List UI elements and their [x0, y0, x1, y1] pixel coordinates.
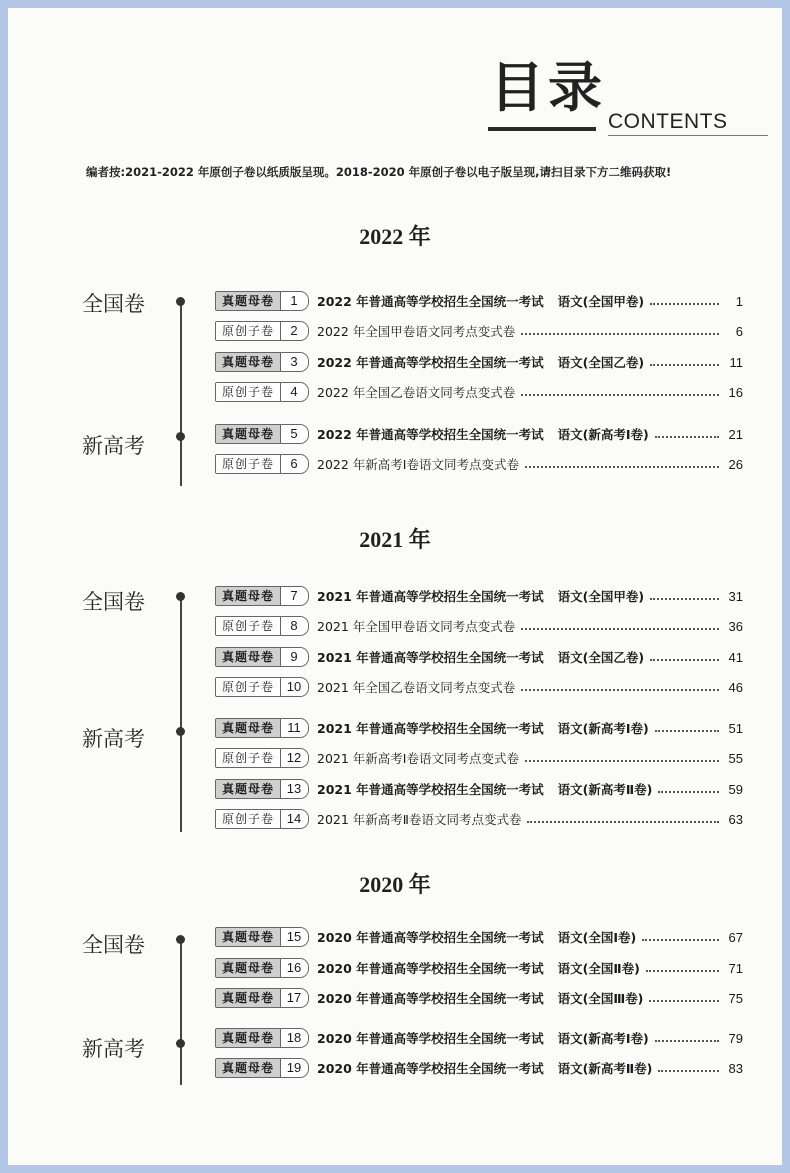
page-number: 21	[728, 426, 743, 442]
paper-kind-label: 真题母卷	[216, 928, 280, 946]
paper-badge	[215, 647, 309, 667]
paper-badge	[215, 779, 309, 799]
toc-header	[488, 52, 770, 142]
entry-title: 2021 年普通高等学校招生全国统一考试	[317, 589, 544, 604]
paper-badge	[215, 586, 309, 606]
page-number: 51	[728, 720, 743, 736]
group-label: 新高考	[82, 727, 145, 751]
page-number: 16	[728, 384, 743, 400]
page-number: 11	[729, 354, 743, 370]
page-number: 79	[728, 1030, 743, 1046]
dot-leader	[521, 689, 719, 691]
toc-entry[interactable]	[215, 423, 743, 445]
toc-entry[interactable]	[215, 381, 743, 403]
page-number: 31	[728, 588, 743, 604]
toc-entry[interactable]	[215, 926, 743, 948]
entry-title: 2022 年全国甲卷语文同考点变式卷	[317, 324, 516, 339]
paper-badge	[215, 718, 309, 738]
entry-title: 2021 年普通高等学校招生全国统一考试	[317, 650, 544, 665]
page-number: 41	[728, 649, 743, 665]
group-label: 全国卷	[82, 590, 145, 614]
paper-kind-label: 原创子卷	[216, 383, 280, 401]
paper-number: 4	[280, 383, 308, 401]
dot-leader	[650, 659, 719, 661]
page-number: 63	[728, 811, 743, 827]
paper-badge	[215, 424, 309, 444]
entry-title: 2022 年普通高等学校招生全国统一考试	[317, 427, 544, 442]
timeline-line	[180, 939, 182, 1085]
year-heading: 2020 年	[359, 872, 431, 897]
paper-number: 1	[280, 292, 308, 310]
dot-leader	[521, 628, 719, 630]
header-rule-thin	[608, 135, 768, 136]
paper-kind-label: 原创子卷	[216, 455, 280, 473]
header-rule-thick	[488, 127, 596, 131]
dot-leader	[527, 821, 719, 823]
page-number: 55	[728, 750, 743, 766]
paper-badge	[215, 677, 309, 697]
page-number: 6	[735, 323, 743, 339]
paper-badge	[215, 321, 309, 341]
paper-kind-label: 原创子卷	[216, 617, 280, 635]
entry-title: 2020 年普通高等学校招生全国统一考试	[317, 1031, 544, 1046]
toc-entry[interactable]	[215, 1027, 743, 1049]
toc-entry[interactable]	[215, 778, 743, 800]
entry-subject: 语文(全国甲卷)	[557, 294, 645, 309]
group-label: 全国卷	[82, 292, 145, 316]
entry-subject: 语文(全国Ⅱ卷)	[557, 961, 640, 976]
entry-subject: 语文(全国甲卷)	[557, 589, 645, 604]
dot-leader	[646, 970, 719, 972]
entry-subject: 语文(新高考Ⅱ卷)	[557, 1061, 653, 1076]
entry-title: 2021 年全国乙卷语文同考点变式卷	[317, 680, 516, 695]
toc-entry[interactable]	[215, 646, 743, 668]
paper-number: 10	[280, 678, 308, 696]
page-number: 26	[728, 456, 743, 472]
paper-badge	[215, 382, 309, 402]
toc-entry[interactable]	[215, 808, 743, 830]
page-number: 67	[728, 929, 743, 945]
entry-subject: 语文(全国Ⅲ卷)	[557, 991, 644, 1006]
timeline-line	[180, 596, 182, 832]
entry-subject: 语文(新高考Ⅰ卷)	[557, 721, 649, 736]
entry-title: 2020 年普通高等学校招生全国统一考试	[317, 1061, 544, 1076]
entry-title: 2022 年普通高等学校招生全国统一考试	[317, 355, 544, 370]
entry-title: 2022 年全国乙卷语文同考点变式卷	[317, 385, 516, 400]
toc-title: 目录	[490, 56, 606, 119]
page-number: 59	[728, 781, 743, 797]
toc-entry[interactable]	[215, 987, 743, 1009]
entry-subject: 语文(全国乙卷)	[557, 355, 645, 370]
paper-number: 16	[280, 959, 308, 977]
paper-badge	[215, 454, 309, 474]
dot-leader	[521, 333, 719, 335]
toc-entry[interactable]	[215, 585, 743, 607]
entry-title: 2021 年全国甲卷语文同考点变式卷	[317, 619, 516, 634]
paper-number: 14	[280, 810, 308, 828]
toc-entry[interactable]	[215, 320, 743, 342]
paper-kind-label: 真题母卷	[216, 959, 280, 977]
dot-leader	[521, 394, 719, 396]
timeline-dot	[176, 935, 185, 944]
entry-title: 2022 年新高考Ⅰ卷语文同考点变式卷	[317, 457, 519, 472]
dot-leader	[655, 730, 719, 732]
paper-badge	[215, 1028, 309, 1048]
paper-badge	[215, 616, 309, 636]
paper-kind-label: 真题母卷	[216, 719, 280, 737]
dot-leader	[655, 436, 719, 438]
toc-entry[interactable]	[215, 676, 743, 698]
group-label: 新高考	[82, 434, 145, 458]
dot-leader	[658, 791, 719, 793]
group-label: 新高考	[82, 1037, 145, 1061]
dot-leader	[650, 364, 719, 366]
timeline-dot	[176, 727, 185, 736]
editor-note: 编者按:2021-2022 年原创子卷以纸质版呈现。2018-2020 年原创子卷以电子版呈现,请扫目录下方二维码获取!	[86, 165, 672, 179]
timeline-line	[180, 301, 182, 486]
entry-title: 2021 年普通高等学校招生全国统一考试	[317, 721, 544, 736]
page-number: 71	[728, 960, 743, 976]
paper-kind-label: 真题母卷	[216, 1029, 280, 1047]
dot-leader	[650, 303, 719, 305]
year-heading: 2022 年	[359, 224, 431, 249]
paper-kind-label: 真题母卷	[216, 989, 280, 1007]
paper-badge	[215, 352, 309, 372]
paper-number: 17	[280, 989, 308, 1007]
toc-entry[interactable]	[215, 351, 743, 373]
paper-kind-label: 真题母卷	[216, 425, 280, 443]
page-number: 83	[728, 1060, 743, 1076]
paper-number: 15	[280, 928, 308, 946]
dot-leader	[525, 760, 719, 762]
entry-title: 2021 年新高考Ⅱ卷语文同考点变式卷	[317, 812, 522, 827]
paper-number: 2	[280, 322, 308, 340]
paper-kind-label: 真题母卷	[216, 780, 280, 798]
paper-kind-label: 原创子卷	[216, 810, 280, 828]
entry-title: 2020 年普通高等学校招生全国统一考试	[317, 961, 544, 976]
entry-subject: 语文(新高考Ⅱ卷)	[557, 782, 653, 797]
paper-number: 9	[280, 648, 308, 666]
paper-number: 6	[280, 455, 308, 473]
entry-subject: 语文(新高考Ⅰ卷)	[557, 427, 649, 442]
entry-title: 2021 年新高考Ⅰ卷语文同考点变式卷	[317, 751, 519, 766]
paper-badge	[215, 1058, 309, 1078]
dot-leader	[642, 939, 719, 941]
toc-entry[interactable]	[215, 1057, 743, 1079]
entry-title: 2020 年普通高等学校招生全国统一考试	[317, 991, 544, 1006]
toc-entry[interactable]	[215, 957, 743, 979]
timeline-dot	[176, 592, 185, 601]
page-number: 1	[735, 293, 743, 309]
timeline-dot	[176, 432, 185, 441]
paper-number: 19	[280, 1059, 308, 1077]
entry-subject: 语文(全国Ⅰ卷)	[557, 930, 637, 945]
dot-leader	[649, 1000, 719, 1002]
paper-kind-label: 原创子卷	[216, 678, 280, 696]
toc-entry[interactable]	[215, 717, 743, 739]
paper-number: 8	[280, 617, 308, 635]
paper-badge	[215, 809, 309, 829]
paper-number: 5	[280, 425, 308, 443]
toc-subtitle: CONTENTS	[608, 110, 728, 133]
paper-number: 12	[280, 749, 308, 767]
group-label: 全国卷	[82, 933, 145, 957]
entry-title: 2020 年普通高等学校招生全国统一考试	[317, 930, 544, 945]
dot-leader	[650, 598, 719, 600]
toc-entry[interactable]	[215, 290, 743, 312]
page-number: 36	[728, 618, 743, 634]
entry-subject: 语文(全国乙卷)	[557, 650, 645, 665]
paper-kind-label: 原创子卷	[216, 749, 280, 767]
paper-badge	[215, 988, 309, 1008]
entry-title: 2022 年普通高等学校招生全国统一考试	[317, 294, 544, 309]
entry-title: 2021 年普通高等学校招生全国统一考试	[317, 782, 544, 797]
dot-leader	[525, 466, 719, 468]
paper-badge	[215, 927, 309, 947]
paper-kind-label: 真题母卷	[216, 353, 280, 371]
paper-number: 3	[280, 353, 308, 371]
entry-subject: 语文(新高考Ⅰ卷)	[557, 1031, 649, 1046]
page-number: 75	[728, 990, 743, 1006]
paper-kind-label: 原创子卷	[216, 322, 280, 340]
paper-number: 7	[280, 587, 308, 605]
toc-entry[interactable]	[215, 747, 743, 769]
paper-kind-label: 真题母卷	[216, 587, 280, 605]
year-heading: 2021 年	[359, 527, 431, 552]
timeline-dot	[176, 1039, 185, 1048]
paper-kind-label: 真题母卷	[216, 648, 280, 666]
dot-leader	[655, 1040, 719, 1042]
paper-kind-label: 真题母卷	[216, 1059, 280, 1077]
timeline-dot	[176, 297, 185, 306]
paper-badge	[215, 958, 309, 978]
paper-kind-label: 真题母卷	[216, 292, 280, 310]
dot-leader	[658, 1070, 719, 1072]
paper-badge	[215, 291, 309, 311]
paper-badge	[215, 748, 309, 768]
paper-number: 13	[280, 780, 308, 798]
paper-number: 18	[280, 1029, 308, 1047]
toc-entry[interactable]	[215, 615, 743, 637]
toc-entry[interactable]	[215, 453, 743, 475]
page-number: 46	[728, 679, 743, 695]
paper-number: 11	[280, 719, 308, 737]
